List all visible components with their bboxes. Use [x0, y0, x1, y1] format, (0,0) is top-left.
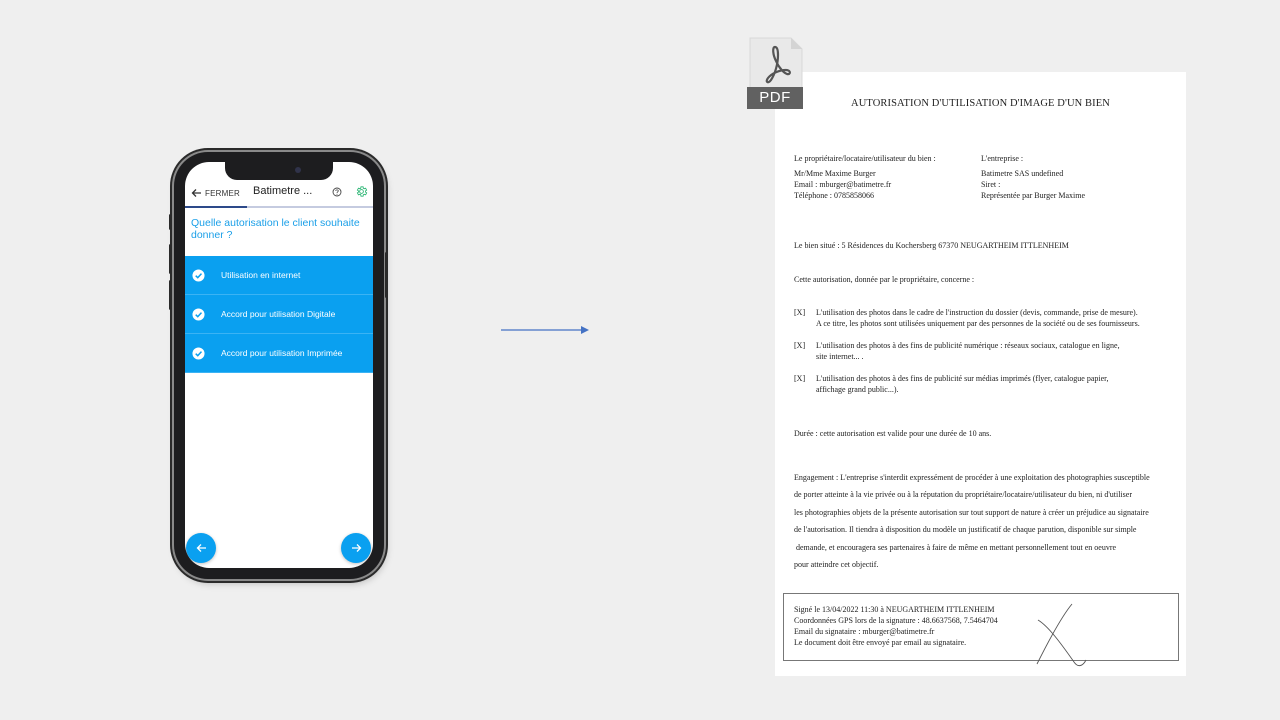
progress-fill	[185, 206, 247, 208]
arrow-left-icon	[196, 543, 207, 553]
signature-line: Email du signataire : mburger@batimetre.fr	[794, 627, 935, 636]
gear-icon[interactable]	[355, 185, 368, 198]
option-label: Accord pour utilisation Digitale	[221, 309, 336, 319]
company-name: Batimetre SAS undefined	[981, 169, 1064, 178]
volume-down-button	[169, 280, 172, 310]
close-button[interactable]	[191, 186, 240, 200]
check-circle-icon	[192, 308, 205, 321]
signature-line: Coordonnées GPS lors de la signature : 48.6637568, 7.5464704	[794, 616, 998, 625]
item-text: A ce titre, les photos sont utilisées uniquement par des personnes de la société ou de ses fournisseurs.	[816, 319, 1140, 328]
arrow-right-icon	[351, 543, 362, 553]
option-digital[interactable]	[185, 295, 373, 334]
next-button[interactable]	[341, 533, 371, 563]
option-label: Utilisation en internet	[221, 270, 301, 280]
signature-line: Le document doit être envoyé par email au signataire.	[794, 638, 967, 647]
power-button	[385, 252, 388, 298]
app-header	[185, 180, 373, 206]
owner-name: Mr/Mme Maxime Burger	[794, 169, 876, 178]
engagement-line: de l'autorisation. Il tiendra à disposition du modèle un justificatif de chaque parution, disponible sur simple	[794, 525, 1137, 534]
item-text: L'utilisation des photos dans le cadre de l'instruction du dossier (devis, commande, prise de mesure).	[816, 308, 1138, 317]
owner-email: Email : mburger@batimetre.fr	[794, 180, 892, 189]
flow-arrow-icon	[500, 324, 592, 336]
mute-switch	[169, 214, 172, 230]
app-title: Batimetre ...	[253, 185, 313, 197]
item-text: site internet... .	[816, 352, 864, 361]
question-text: Quelle autorisation le client souhaite donner ?	[191, 217, 360, 241]
phone-screen	[185, 162, 373, 568]
previous-button[interactable]	[186, 533, 216, 563]
progress-bar	[185, 206, 373, 208]
handwritten-signature	[1034, 602, 1090, 668]
authorization-document	[775, 72, 1186, 676]
item-checkbox: [X]	[794, 341, 806, 350]
engagement-line: les photographies objets de la présente autorisation sur tout support de nature à créer un préjudice au signataire	[794, 508, 1149, 517]
item-text: L'utilisation des photos à des fins de publicité sur médias imprimés (flyer, catalogue papier,	[816, 374, 1109, 383]
phone-mockup	[174, 152, 384, 579]
company-representative: Représentée par Burger Maxime	[981, 191, 1086, 200]
owner-heading: Le propriétaire/locataire/utilisateur du bien :	[794, 154, 936, 163]
item-checkbox: [X]	[794, 374, 806, 383]
option-internet[interactable]	[185, 256, 373, 295]
pdf-label: PDF	[747, 87, 803, 109]
option-label: Accord pour utilisation Imprimée	[221, 348, 343, 358]
check-circle-icon	[192, 347, 205, 360]
duration-text: Durée : cette autorisation est valide pour une durée de 10 ans.	[794, 429, 992, 438]
item-text: affichage grand public...).	[816, 385, 899, 394]
options-list	[185, 256, 373, 373]
document-title: AUTORISATION D'UTILISATION D'IMAGE D'UN BIEN	[851, 98, 1110, 109]
camera-icon	[295, 167, 301, 173]
item-text: L'utilisation des photos à des fins de publicité numérique : réseaux sociaux, catalogue en ligne,	[816, 341, 1120, 350]
concerns-intro: Cette autorisation, donnée par le propriétaire, concerne :	[794, 275, 975, 284]
volume-up-button	[169, 244, 172, 274]
property-address: Le bien situé : 5 Résidences du Kochersberg 67370 NEUGARTHEIM ITTLENHEIM	[794, 241, 1069, 250]
company-heading: L'entreprise :	[981, 154, 1024, 163]
close-button-label: FERMER	[205, 188, 240, 198]
owner-phone: Téléphone : 0785858066	[794, 191, 874, 200]
engagement-line: demande, et encouragera ses partenaires à faire de même en mettant personnellement tout en oeuvre	[794, 543, 1117, 552]
company-siret: Siret :	[981, 180, 1001, 189]
engagement-line: pour atteindre cet objectif.	[794, 560, 879, 569]
engagement-line: Engagement : L'entreprise s'interdit expressément de procéder à une exploitation des photographies susceptible	[794, 473, 1150, 482]
check-circle-icon	[192, 269, 205, 282]
arrow-left-icon	[191, 188, 202, 198]
option-print[interactable]	[185, 334, 373, 373]
signature-line: Signé le 13/04/2022 11:30 à NEUGARTHEIM ITTLENHEIM	[794, 605, 995, 614]
help-circle-icon[interactable]	[332, 187, 342, 197]
signature-box	[783, 593, 1179, 661]
item-checkbox: [X]	[794, 308, 806, 317]
phone-notch	[225, 162, 333, 180]
engagement-line: de porter atteinte à la vie privée ou à la réputation du propriétaire/locataire/utilisateur du bien, ni d'utiliser	[794, 490, 1132, 499]
